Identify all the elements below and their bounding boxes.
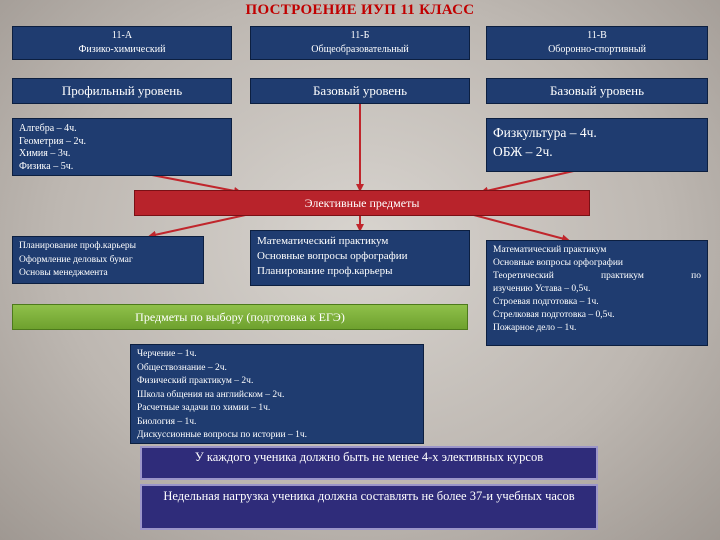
profile-subject: Алгебра – 4ч. xyxy=(19,123,77,134)
choice-items-box xyxy=(130,344,424,444)
choice-header: Предметы по выбору (подготовка к ЕГЭ) xyxy=(12,304,468,330)
arrow-right-to-electives xyxy=(482,170,578,192)
elective-item: Оформление деловых бумаг xyxy=(19,254,133,265)
profile-subject: Физика – 5ч. xyxy=(19,160,74,172)
elective-item: Математический практикум xyxy=(493,245,607,255)
choice-item: Обществознание – 2ч. xyxy=(137,362,227,373)
page-title: ПОСТРОЕНИЕ ИУП 11 КЛАСС xyxy=(245,2,475,18)
level-11b: Базовый уровень xyxy=(250,78,470,104)
electives-right-box xyxy=(486,240,708,346)
class-11a-header xyxy=(12,26,232,60)
arrow-electives-right xyxy=(470,214,568,240)
electives-middle-box xyxy=(250,230,470,286)
electives-left-box xyxy=(12,236,204,284)
arrow-electives-left xyxy=(150,214,250,236)
profile-subjects-box xyxy=(12,118,232,176)
elective-item: Математический практикум xyxy=(257,235,389,247)
elective-word: практикум xyxy=(601,271,644,281)
choice-item: Черчение – 1ч. xyxy=(137,349,197,359)
sport-subject: ОБЖ – 2ч. xyxy=(493,144,553,159)
class-11b-name: 11-Б xyxy=(350,30,370,41)
choice-item: Физический практикум – 2ч. xyxy=(137,376,254,386)
choice-item: Школа общения на английском – 2ч. xyxy=(137,389,285,400)
elective-word: по xyxy=(691,271,701,281)
class-11v-name: 11-В xyxy=(587,30,607,41)
choice-item: Дискуссионные вопросы по истории – 1ч. xyxy=(137,430,307,440)
elective-item: Пожарное дело – 1ч. xyxy=(493,323,577,333)
choice-item: Расчетные задачи по химии – 1ч. xyxy=(137,403,271,413)
elective-item: Основы менеджмента xyxy=(19,268,108,278)
profile-subject: Химия – 3ч. xyxy=(19,148,71,159)
class-11v-profile: Оборонно-спортивный xyxy=(548,44,646,55)
sport-subjects-box xyxy=(486,118,708,172)
note-electives: У каждого ученика должно быть не менее 4-х элективных курсов xyxy=(140,446,598,480)
level-11v: Базовый уровень xyxy=(486,78,708,104)
class-11v-header xyxy=(486,26,708,60)
class-11a-profile: Физико-химический xyxy=(78,44,166,55)
class-11b-profile: Общеобразовательный xyxy=(311,44,409,55)
elective-item: изучению Устава – 0,5ч. xyxy=(493,284,591,294)
choice-item: Биология – 1ч. xyxy=(137,416,197,427)
class-11b-header xyxy=(250,26,470,60)
class-11a-name: 11-А xyxy=(111,30,133,41)
level-11a: Профильный уровень xyxy=(12,78,232,104)
elective-item: Планирование проф.карьеры xyxy=(19,241,137,251)
elective-item: Планирование проф.карьеры xyxy=(257,265,393,277)
note-workload: Недельная нагрузка ученика должна составлять не более 37-и учебных часов xyxy=(140,484,598,530)
sport-subject: Физкультура – 4ч. xyxy=(493,125,597,140)
elective-word: Теоретический xyxy=(493,271,554,281)
elective-item: Основные вопросы орфографии xyxy=(493,258,624,268)
profile-subject: Геометрия – 2ч. xyxy=(19,135,87,147)
elective-item: Строевая подготовка – 1ч. xyxy=(493,297,599,307)
electives-header: Элективные предметы xyxy=(134,190,590,216)
elective-item-justified xyxy=(493,270,701,283)
elective-item: Стрелковая подготовка – 0,5ч. xyxy=(493,310,615,320)
elective-item: Основные вопросы орфографии xyxy=(257,250,408,262)
